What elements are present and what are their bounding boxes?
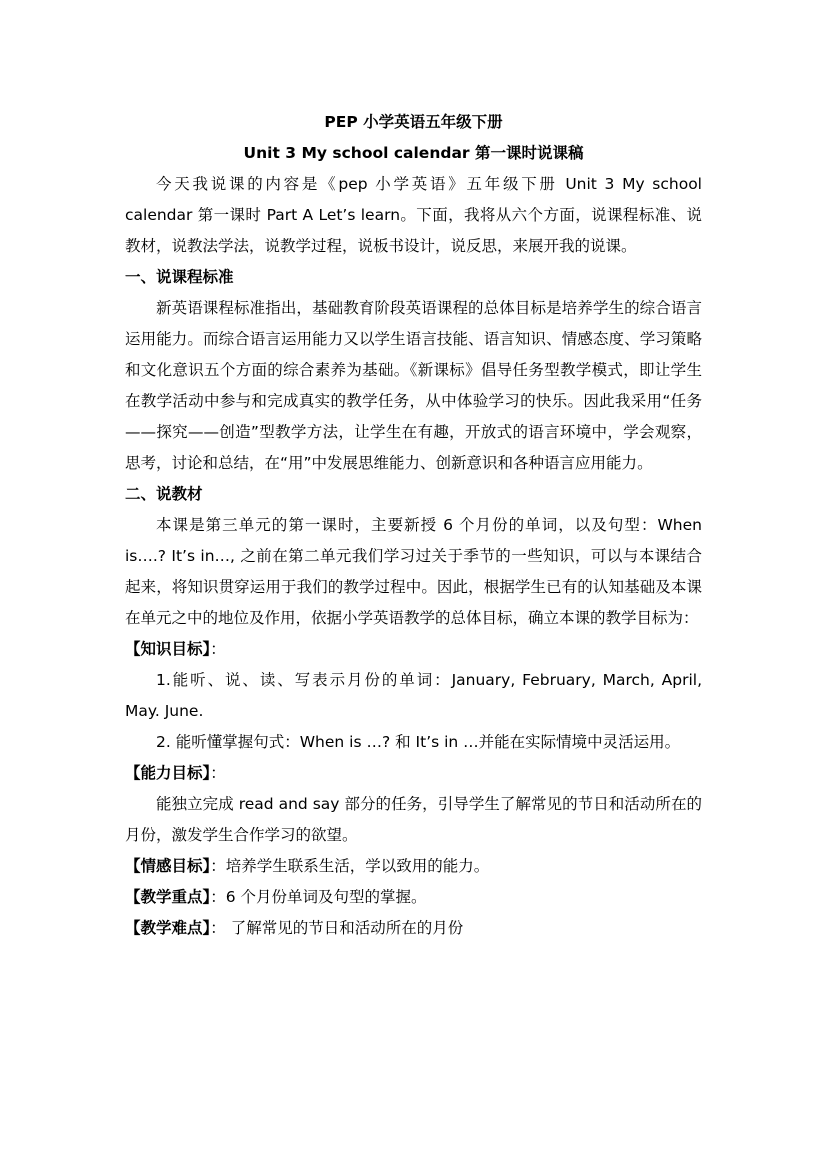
ability-goal-label: 【能力目标】: [125, 764, 211, 782]
ability-goal-paragraph: 能独立完成 read and say 部分的任务，引导学生了解常见的节日和活动所在的月份，激发学生合作学习的欲望。: [125, 795, 702, 844]
difficult-point-label: 【教学难点】: [125, 919, 211, 937]
difficult-point-line: [125, 913, 702, 944]
section-heading-textbook: 二、说教材: [125, 485, 203, 503]
ability-goal-heading: [125, 758, 702, 789]
knowledge-goal-suffix: ：: [210, 640, 226, 658]
emotion-goal-text: ：培养学生联系生活，学以致用的能力。: [210, 857, 490, 875]
document-title: PEP 小学英语五年级下册: [324, 113, 503, 131]
document-subtitle: Unit 3 My school calendar 第一课时说课稿: [243, 144, 584, 162]
knowledge-goal-label: 【知识目标】: [125, 640, 211, 658]
section-heading-curriculum: 一、说课程标准: [125, 268, 234, 286]
key-point-text: ：6 个月份单词及句型的掌握。: [210, 888, 427, 906]
emotion-goal-label: 【情感目标】: [125, 857, 211, 875]
document-page: [125, 107, 702, 944]
key-point-line: [125, 882, 702, 913]
ability-goal-suffix: ：: [210, 764, 226, 782]
key-point-label: 【教学重点】: [125, 888, 211, 906]
knowledge-goal-item-1: 1.能听、说、读、写表示月份的单词：January, February, March, April, May. June.: [125, 671, 702, 720]
knowledge-goal-item-2: 2. 能听懂掌握句式：When is …? 和 It’s in …并能在实际情境中灵活运用。: [156, 733, 681, 751]
intro-paragraph: 今天我说课的内容是《pep 小学英语》五年级下册 Unit 3 My school calendar 第一课时 Part A Let’s learn。下面，我将从六个方面，说课程标准、说教材，说教法学法，说教学过程，说板书设计，说反思，来展开我的说课。: [125, 175, 702, 255]
curriculum-paragraph: 新英语课程标准指出，基础教育阶段英语课程的总体目标是培养学生的综合语言运用能力。而综合语言运用能力又以学生语言技能、语言知识、情感态度、学习策略和文化意识五个方面的综合素养为基础。《新课标》倡导任务型教学模式，即让学生在教学活动中参与和完成真实的教学任务，从中体验学习的快乐。因此我采用“任务——探究——创造”型教学方法，让学生在有趣，开放式的语言环境中，学会观察，思考，讨论和总结，在“用”中发展思维能力、创新意识和各种语言应用能力。: [125, 299, 702, 472]
textbook-paragraph: 本课是第三单元的第一课时，主要新授 6 个月份的单词，以及句型：When is….? It’s in…, 之前在第二单元我们学习过关于季节的一些知识，可以与本课结合起来，将知识贯穿运用于我们的教学过程中。因此，根据学生已有的认知基础及本课在单元之中的地位及作用，依据小学英语教学的总体目标，确立本课的教学目标为：: [125, 516, 702, 627]
emotion-goal-line: [125, 851, 702, 882]
difficult-point-text: ： 了解常见的节日和活动所在的月份: [210, 919, 464, 937]
knowledge-goal-heading: [125, 634, 702, 665]
